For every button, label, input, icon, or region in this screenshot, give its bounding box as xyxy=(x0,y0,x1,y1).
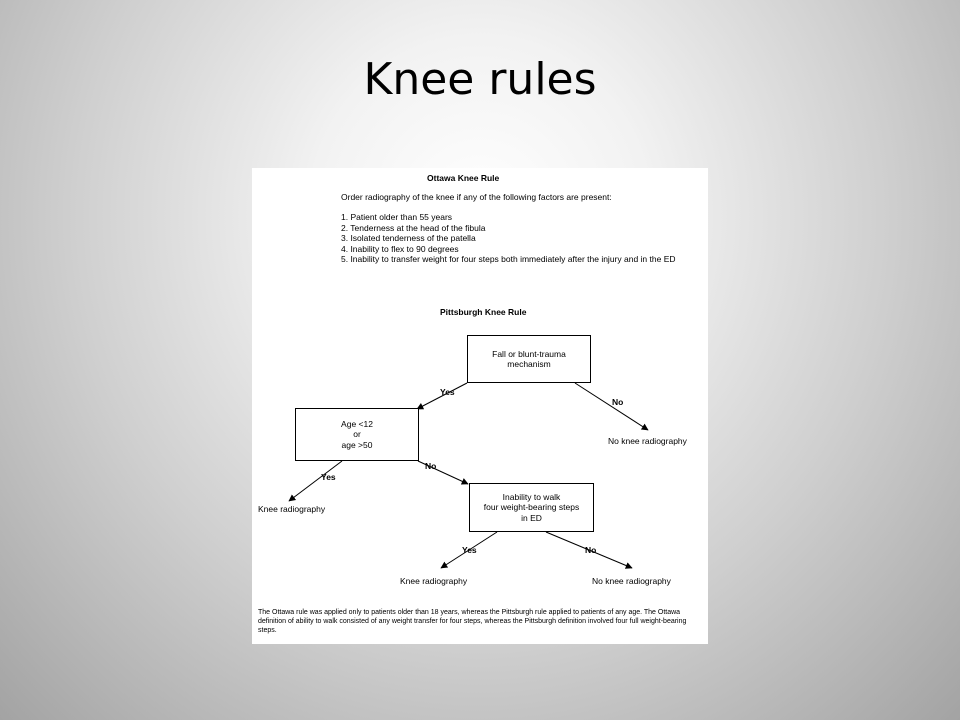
ottawa-factor: 2. Tenderness at the head of the fibula xyxy=(341,222,486,233)
walk-box-line: in ED xyxy=(521,512,542,523)
mechanism-box-line: mechanism xyxy=(507,359,551,369)
outcome-no-knee-radiography: No knee radiography xyxy=(592,576,671,586)
outcome-knee-radiography: Knee radiography xyxy=(258,504,326,514)
age-box-line: or xyxy=(353,429,361,440)
age-box-line: age >50 xyxy=(341,439,373,450)
walk-box xyxy=(469,483,594,532)
label-walk-yes: Yes xyxy=(462,545,477,555)
label-mechanism-yes: Yes xyxy=(440,387,455,397)
label-age-no: No xyxy=(425,461,437,471)
pittsburgh-heading: Pittsburgh Knee Rule xyxy=(440,307,527,317)
label-walk-no: No xyxy=(585,545,597,555)
figure-footnote: The Ottawa rule was applied only to patients older than 18 years, whereas the Pittsburgh rule applied to patients of any age. The Ottawa definition of ability to walk consisted of any weight transfer for four steps, whereas the Pittsburgh definition involved four full weight-bearing steps. xyxy=(258,609,687,635)
slide-title: Knee rules xyxy=(363,54,597,105)
label-age-yes: Yes xyxy=(321,472,336,482)
age-box-line: Age <12 xyxy=(341,418,373,429)
outcome-no-knee-radiography: No knee radiography xyxy=(608,436,687,446)
mechanism-box-line: Fall or blunt-trauma xyxy=(492,348,566,359)
ottawa-factor: 4. Inability to flex to 90 degrees xyxy=(341,243,459,254)
mechanism-box xyxy=(467,335,591,383)
walk-box-line: Inability to walk xyxy=(502,491,561,502)
ottawa-factor: 5. Inability to transfer weight for four steps both immediately after the injury and in the ED xyxy=(341,254,676,264)
ottawa-factor: 1. Patient older than 55 years xyxy=(341,212,453,222)
outcome-knee-radiography: Knee radiography xyxy=(400,576,468,586)
flow-arrows xyxy=(252,168,708,644)
ottawa-heading: Ottawa Knee Rule xyxy=(427,173,500,183)
walk-box-line: four weight-bearing steps xyxy=(483,502,580,513)
age-box xyxy=(295,408,419,461)
ottawa-intro: Order radiography of the knee if any of the following factors are present: xyxy=(341,192,612,202)
ottawa-factor: 3. Isolated tenderness of the patella xyxy=(341,233,476,243)
label-mechanism-no: No xyxy=(612,397,624,407)
knee-rules-figure xyxy=(252,168,708,644)
